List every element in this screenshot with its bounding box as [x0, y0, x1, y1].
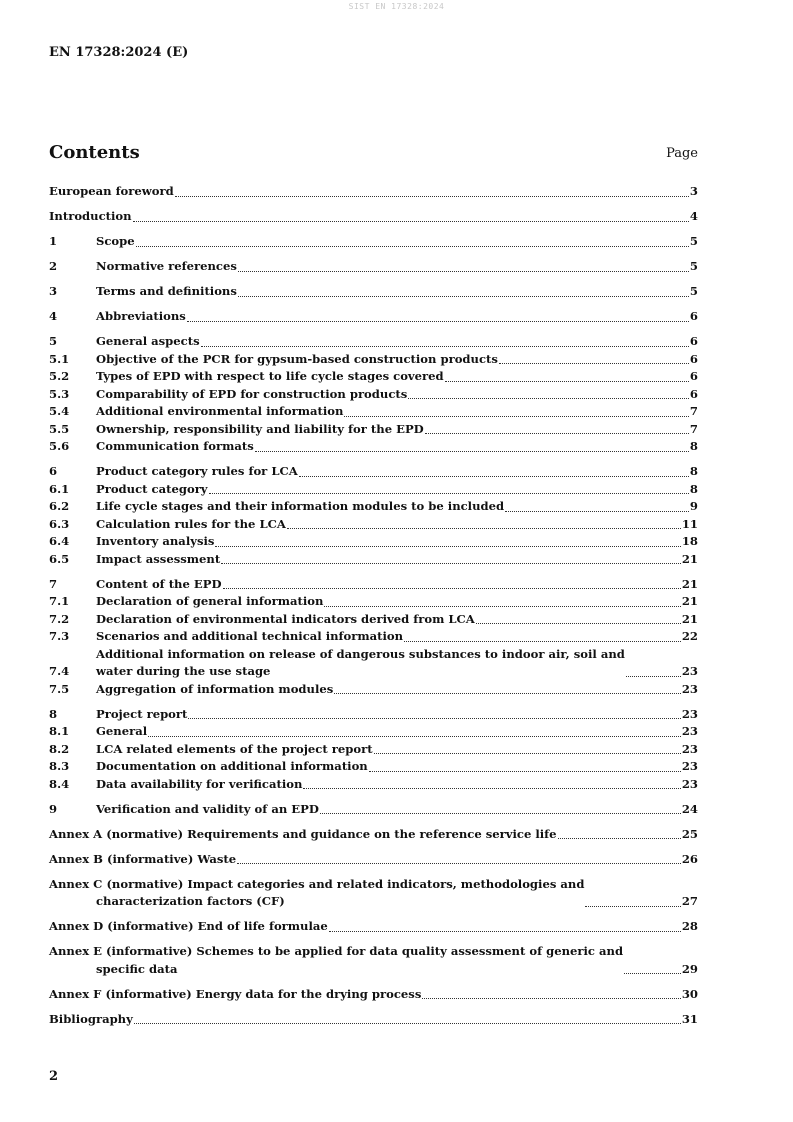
toc-entry-title: Introduction	[49, 209, 132, 223]
dot-leader	[136, 246, 689, 247]
dot-leader	[425, 433, 689, 434]
dot-leader	[404, 641, 681, 642]
toc-entry[interactable]	[49, 1011, 698, 1029]
toc-entry-title: Annex E (informative) Schemes to be applied for data quality assessment of generic and	[49, 944, 624, 958]
dot-leader	[237, 863, 681, 864]
toc-entry-page: 21	[681, 551, 698, 566]
toc-entry-page: 23	[681, 681, 698, 696]
toc-entry-page: 29	[681, 961, 698, 976]
toc-entry-number: 7.1	[49, 594, 70, 608]
toc-entry-title: Ownership, responsibility and liability for the EPD	[96, 421, 424, 436]
toc-entry-title: Objective of the PCR for gypsum-based construction products	[96, 351, 498, 366]
toc-entry-number: 8.1	[49, 724, 70, 738]
table-of-contents	[49, 183, 698, 1028]
toc-entry[interactable]	[49, 986, 698, 1004]
dot-leader	[344, 416, 688, 417]
dot-leader	[223, 588, 681, 589]
toc-entry-number: 1	[49, 234, 58, 248]
dot-leader	[334, 693, 681, 694]
toc-entry-title: Comparability of EPD for construction products	[96, 386, 408, 401]
dot-leader	[585, 906, 680, 907]
dot-leader	[221, 563, 681, 564]
toc-entry[interactable]	[49, 438, 698, 456]
dot-leader	[369, 771, 681, 772]
toc-entry[interactable]	[49, 801, 698, 819]
toc-entry[interactable]	[49, 386, 698, 404]
toc-entry-number: 3	[49, 284, 58, 298]
toc-entry-page: 8	[689, 439, 698, 453]
toc-entry-page: 31	[681, 1011, 698, 1026]
toc-entry-page: 30	[681, 986, 698, 1001]
toc-entry-page: 21	[681, 594, 698, 608]
toc-entry-page: 6	[689, 309, 698, 323]
toc-entry-title: Content of the EPD	[96, 576, 222, 591]
toc-entry[interactable]	[49, 368, 698, 386]
toc-entry-title: Scope	[96, 234, 135, 248]
toc-entry[interactable]	[49, 681, 698, 699]
toc-entry-number: 8.2	[49, 741, 70, 756]
toc-entry-title: Bibliography	[49, 1011, 133, 1026]
page-number: 2	[49, 1069, 59, 1084]
toc-entry[interactable]	[49, 706, 698, 724]
toc-entry-title: Life cycle stages and their information modules to be included	[96, 499, 505, 513]
toc-entry-page: 18	[681, 534, 698, 548]
toc-entry-title: Declaration of general information	[96, 594, 324, 608]
toc-entry-number: 6.2	[49, 499, 70, 513]
contents-title: Contents	[49, 142, 140, 163]
toc-entry-page: 5	[689, 284, 698, 298]
toc-entry-number: 6.5	[49, 551, 70, 566]
dot-leader	[209, 493, 689, 494]
toc-entry[interactable]	[49, 876, 698, 911]
toc-entry[interactable]	[49, 498, 698, 516]
dot-leader	[238, 271, 689, 272]
dot-leader	[175, 196, 689, 197]
toc-entry-title: General aspects	[96, 334, 200, 348]
toc-entry-page: 7	[689, 421, 698, 436]
toc-entry[interactable]	[49, 943, 698, 978]
toc-entry[interactable]	[49, 463, 698, 481]
dot-leader	[215, 546, 680, 547]
toc-entry-title: Calculation rules for the LCA	[96, 516, 286, 531]
toc-entry[interactable]	[49, 351, 698, 369]
toc-entry-page: 21	[681, 576, 698, 591]
toc-entry-page: 6	[689, 369, 698, 383]
dot-leader	[134, 1023, 681, 1024]
toc-entry-title-continued: water during the use stage	[96, 664, 271, 678]
toc-entry-number: 7	[49, 576, 58, 591]
toc-entry-title: Product category rules for LCA	[96, 464, 298, 478]
dot-leader	[408, 398, 689, 399]
toc-entry-title: Additional environmental information	[96, 404, 344, 418]
toc-entry-number: 7.3	[49, 629, 70, 643]
toc-entry-page: 23	[681, 724, 698, 738]
toc-entry-page: 23	[681, 776, 698, 791]
dot-leader	[238, 296, 689, 297]
dot-leader	[255, 451, 689, 452]
toc-entry-page: 5	[689, 234, 698, 248]
toc-entry-page: 6	[689, 351, 698, 366]
toc-entry-number: 7.4	[49, 664, 70, 678]
toc-entry-title: Annex C (normative) Impact categories and related indicators, methodologies and	[49, 876, 585, 891]
toc-entry[interactable]	[49, 233, 698, 251]
toc-entry[interactable]	[49, 826, 698, 844]
dot-leader	[499, 363, 689, 364]
toc-entry-title: Project report	[96, 706, 188, 721]
toc-entry[interactable]	[49, 646, 698, 681]
toc-entry-title: Communication formats	[96, 439, 254, 453]
toc-entry-title: Annex A (normative) Requirements and guidance on the reference service life	[49, 826, 557, 841]
dot-leader	[287, 528, 681, 529]
toc-entry-title: Product category	[96, 481, 208, 496]
toc-entry[interactable]	[49, 851, 698, 869]
dot-leader	[320, 813, 681, 814]
page-column-label: Page	[666, 146, 698, 161]
toc-entry-number: 2	[49, 259, 58, 273]
toc-entry[interactable]	[49, 308, 698, 326]
dot-leader	[201, 346, 689, 347]
toc-entry-page: 4	[689, 209, 698, 223]
toc-entry-number: 7.2	[49, 611, 70, 626]
toc-entry-title: Abbreviations	[96, 309, 186, 323]
toc-entry-title: LCA related elements of the project report	[96, 741, 373, 756]
toc-entry[interactable]	[49, 333, 698, 351]
toc-entry-title: Documentation on additional information	[96, 759, 368, 773]
toc-entry-number: 5.6	[49, 439, 70, 453]
toc-entry-number: 8	[49, 706, 58, 721]
toc-entry-number: 5.5	[49, 421, 70, 436]
toc-entry[interactable]	[49, 208, 698, 226]
toc-entry-title: Impact assessment	[96, 551, 221, 566]
toc-entry-number: 6.1	[49, 481, 70, 496]
toc-entry-title: Scenarios and additional technical information	[96, 629, 404, 643]
toc-entry-page: 24	[681, 801, 698, 816]
toc-entry-page: 27	[681, 894, 698, 908]
toc-entry[interactable]	[49, 421, 698, 439]
toc-entry-page: 6	[689, 334, 698, 348]
toc-entry-number: 6.3	[49, 516, 70, 531]
toc-entry[interactable]	[49, 628, 698, 646]
toc-entry-number: 6.4	[49, 534, 70, 548]
toc-entry-title: Terms and definitions	[96, 284, 237, 298]
toc-entry-page: 3	[689, 184, 698, 198]
toc-entry[interactable]	[49, 918, 698, 936]
dot-leader	[422, 998, 681, 999]
dot-leader	[558, 838, 681, 839]
dot-leader	[188, 718, 680, 719]
toc-entry[interactable]	[49, 758, 698, 776]
toc-entry-page: 7	[689, 404, 698, 418]
toc-entry-title: Data availability for verification	[96, 776, 303, 791]
toc-entry[interactable]	[49, 403, 698, 421]
toc-entry-page: 5	[689, 259, 698, 273]
dot-leader	[303, 788, 680, 789]
toc-entry-number: 5.1	[49, 351, 70, 366]
toc-entry-page: 28	[681, 919, 698, 933]
toc-entry[interactable]	[49, 533, 698, 551]
dot-leader	[374, 753, 681, 754]
toc-entry-title: Annex B (informative) Waste	[49, 851, 237, 866]
toc-entry-number: 8.4	[49, 776, 70, 791]
toc-entry-number: 5.4	[49, 404, 70, 418]
toc-entry[interactable]	[49, 741, 698, 759]
toc-entry-page: 23	[681, 664, 698, 678]
dot-leader	[626, 676, 681, 677]
toc-entry-title: Declaration of environmental indicators derived from LCA	[96, 611, 475, 626]
toc-entry-number: 5.3	[49, 386, 70, 401]
toc-entry-page: 8	[689, 481, 698, 496]
toc-entry[interactable]	[49, 258, 698, 276]
dot-leader	[445, 381, 689, 382]
toc-entry-title: Verification and validity of an EPD	[96, 801, 319, 816]
toc-entry-title: European foreword	[49, 184, 174, 198]
toc-entry-title: General	[96, 724, 148, 738]
toc-entry[interactable]	[49, 551, 698, 569]
dot-leader	[299, 476, 689, 477]
toc-entry[interactable]	[49, 576, 698, 594]
toc-entry-number: 8.3	[49, 759, 70, 773]
toc-entry-number: 5	[49, 334, 58, 348]
toc-entry-page: 25	[681, 826, 698, 841]
toc-entry-title: Annex F (informative) Energy data for the drying process	[49, 986, 422, 1001]
toc-entry[interactable]	[49, 593, 698, 611]
watermark: SIST EN 17328:2024	[348, 2, 445, 11]
toc-entry[interactable]	[49, 481, 698, 499]
toc-entry-page: 21	[681, 611, 698, 626]
toc-entry[interactable]	[49, 516, 698, 534]
toc-entry-page: 22	[681, 629, 698, 643]
toc-entry-page: 9	[689, 499, 698, 513]
toc-entry-title: Normative references	[96, 259, 237, 273]
dot-leader	[476, 623, 681, 624]
toc-entry-page: 26	[681, 851, 698, 866]
toc-entry[interactable]	[49, 776, 698, 794]
dot-leader	[148, 736, 681, 737]
dot-leader	[505, 511, 689, 512]
dot-leader	[187, 321, 689, 322]
toc-entry-number: 9	[49, 801, 58, 816]
toc-entry[interactable]	[49, 611, 698, 629]
dot-leader	[624, 973, 681, 974]
toc-entry-number: 5.2	[49, 369, 70, 383]
toc-entry-page: 23	[681, 706, 698, 721]
toc-entry-page: 23	[681, 759, 698, 773]
toc-entry-title-continued: specific data	[96, 961, 178, 976]
toc-entry[interactable]	[49, 183, 698, 201]
toc-entry-number: 4	[49, 309, 58, 323]
toc-entry-page: 23	[681, 741, 698, 756]
dot-leader	[329, 931, 681, 932]
dot-leader	[133, 221, 689, 222]
toc-entry-number: 7.5	[49, 681, 70, 696]
toc-entry-title-continued: characterization factors (CF)	[96, 894, 285, 908]
toc-entry[interactable]	[49, 723, 698, 741]
toc-entry-page: 11	[681, 516, 698, 531]
toc-entry-title: Annex D (informative) End of life formulae	[49, 919, 328, 933]
toc-entry-page: 6	[689, 386, 698, 401]
toc-entry-page: 8	[689, 464, 698, 478]
toc-entry[interactable]	[49, 283, 698, 301]
dot-leader	[324, 606, 680, 607]
toc-entry-title: Additional information on release of dangerous substances to indoor air, soil and	[96, 646, 625, 661]
toc-entry-title: Types of EPD with respect to life cycle stages covered	[96, 369, 444, 383]
document-id: EN 17328:2024 (E)	[49, 45, 189, 60]
toc-entry-title: Inventory analysis	[96, 534, 215, 548]
toc-entry-title: Aggregation of information modules	[96, 681, 334, 696]
toc-entry-number: 6	[49, 464, 58, 478]
